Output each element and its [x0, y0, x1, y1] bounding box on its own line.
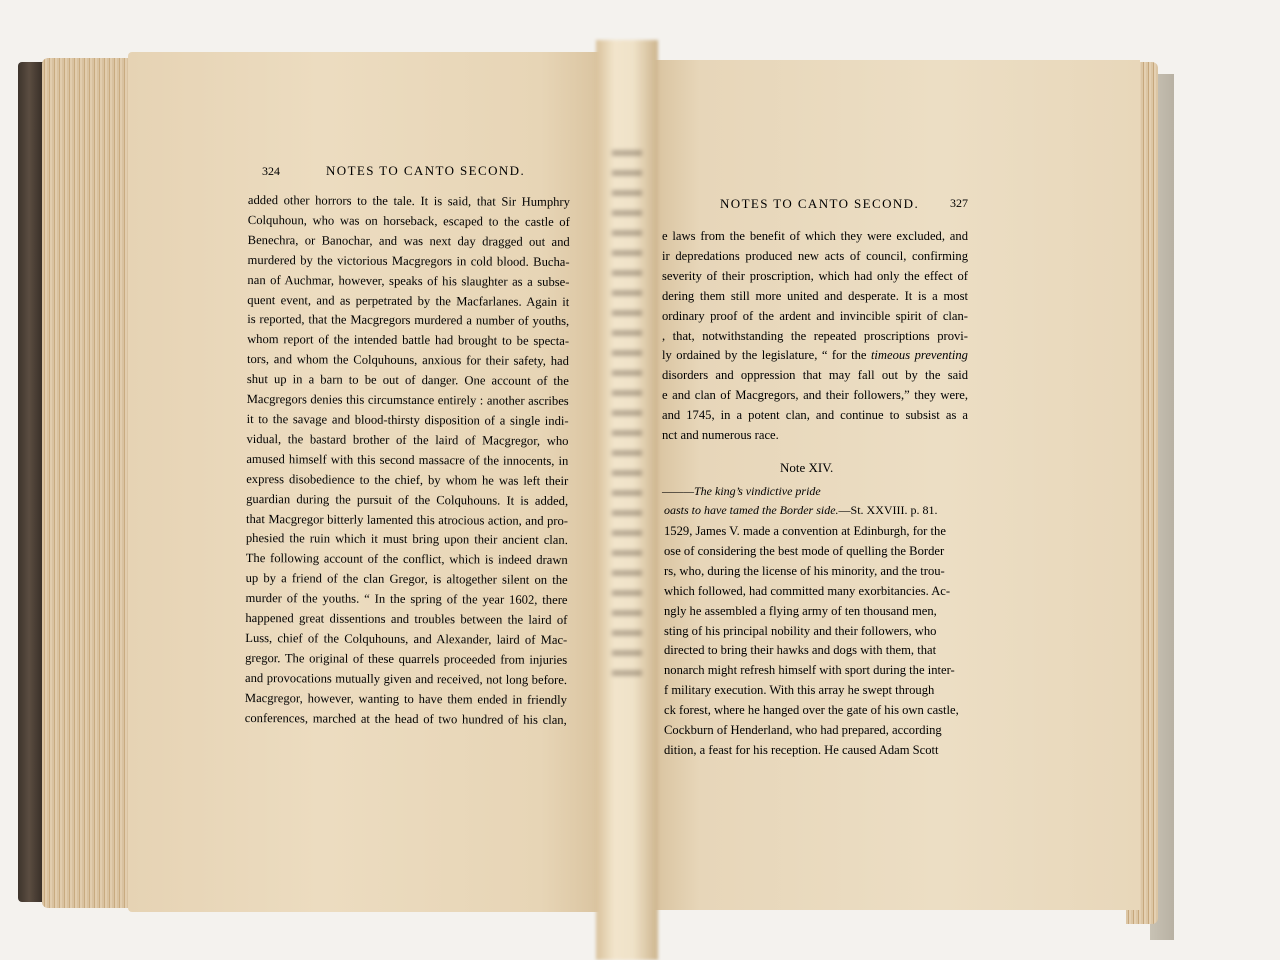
text-line: Macgregor, however, wanting to have them ended in friendly [244, 690, 567, 707]
text-line: sting of his principal nobility and their followers, who [664, 623, 937, 638]
text-line: Cockburn of Henderland, who had prepared, according [664, 723, 942, 738]
note-body-text [664, 522, 960, 761]
text-line: whom report of the intended battle had brought to be specta- [247, 332, 570, 349]
text-line: express disobedience to the chief, by whom he was left their [246, 471, 569, 488]
right-page-text [662, 227, 968, 446]
text-line: ly ordained by the legislature, “ for the timeous preventing [662, 348, 968, 363]
text-line: Luss, chief of the Colquhouns, and Alexander, laird of Mac- [245, 630, 568, 647]
left-page-number: 324 [262, 164, 280, 178]
text-line: nonarch might refresh himself with sport during the inter- [664, 663, 955, 678]
text-line: murdered by the victorious Macgregors in cold blood. Bucha- [247, 252, 570, 269]
text-line: vidual, the bastard brother of the laird of Macgregor, who [246, 431, 569, 448]
text-line: added other horrors to the tale. It is said, that Sir Humphry [247, 192, 570, 209]
text-line: , that, notwithstanding the repeated proscriptions provi- [662, 328, 968, 343]
text-line: severity of their proscription, which had only the effect of [662, 268, 968, 283]
quote-line-1: ———The king’s vindictive pride [662, 484, 821, 498]
page-edges-left [42, 58, 134, 908]
text-line: Benechra, or Banochar, and was next day dragged out and [247, 232, 570, 249]
text-line: and 1745, in a potent clan, and continue to subsist as a [662, 408, 968, 423]
text-line: rs, who, during the license of his minority, and the trou- [664, 563, 945, 578]
text-line: e and clan of Macgregors, and their followers,” they were, [662, 388, 968, 403]
text-line: dition, a feast for his reception. He caused Adam Scott [664, 742, 939, 757]
text-line: The following account of the conflict, which is indeed drawn [245, 551, 568, 568]
text-line: phesied the ruin which it must bring upon their ancient clan. [245, 531, 568, 548]
text-line: ordinary proof of the ardent and invincible spirit of clan- [662, 308, 968, 323]
text-line: disorders and oppression that may fall out by the said [662, 368, 968, 383]
text-line: gregor. The original of these quarrels proceeded from injuries [245, 650, 568, 667]
text-line: e laws from the benefit of which they were excluded, and [662, 229, 968, 243]
left-page-header: NOTES TO CANTO SECOND. [326, 163, 526, 178]
text-line: Colquhoun, who was on horseback, escaped to the castle of [247, 212, 570, 229]
text-line: directed to bring their hawks and dogs with them, that [664, 643, 937, 658]
text-line: it to the savage and blood-thirsty disposition of a single indi- [246, 411, 569, 428]
text-line: and provocations mutually given and received, not long before. [244, 670, 568, 687]
text-line: amused himself with this second massacre of the innocents, in [246, 451, 569, 468]
text-line: ose of considering the best mode of quelling the Border [664, 543, 945, 558]
text-line: up by a friend of the clan Gregor, is altogether silent on the [245, 571, 568, 588]
right-page-header: NOTES TO CANTO SECOND. [720, 196, 920, 211]
text-line: nct and numerous race. [662, 428, 779, 443]
text-line: ir depredations produced new acts of council, confirming [662, 248, 968, 263]
text-line: murder of the youths. “ In the spring of the year 1602, there [245, 591, 568, 608]
text-line: shut up in a barn to be out of danger. One account of the [246, 372, 569, 389]
blurred-page-text [612, 150, 642, 690]
left-page-text [245, 191, 570, 730]
text-line: conferences, marched at the head of two hundred of his clan, [244, 710, 567, 727]
text-line: Macgregors denies this circumstance entirely : another ascribes [246, 392, 569, 409]
text-line: guardian during the pursuit of the Colquhouns. It is added, [246, 491, 569, 508]
text-line: which followed, had committed many exorbitancies. Ac- [664, 583, 951, 598]
text-line: is reported, that the Macgregors murdered a number of youths, [247, 312, 570, 329]
text-line: nan of Auchmar, however, speaks of his slaughter as a subse- [247, 272, 570, 289]
text-line: 1529, James V. made a convention at Edinburgh, for the [664, 524, 946, 538]
quote-line-2: oasts to have tamed the Border side.—St. XXVIII. p. 81. [664, 503, 938, 517]
text-line: ck forest, where he hanged over the gate of his own castle, [664, 703, 959, 718]
text-line: that Macgregor bitterly lamented this atrocious action, and pro- [245, 511, 569, 528]
text-line: f military execution. With this array he swept through [664, 683, 935, 698]
text-line: happened great dissentions and troubles between the laird of [245, 611, 568, 627]
note-title: Note XIV. [780, 460, 834, 475]
text-line: dering them still more united and desperate. It is a most [662, 288, 968, 303]
text-line: tors, and whom the Colquhouns, anxious for their safety, had [246, 352, 570, 369]
text-line: ngly he assembled a flying army of ten thousand men, [664, 603, 937, 618]
right-page-number: 327 [950, 196, 968, 210]
text-line: quent event, and as perpetrated by the Macfarlanes. Again it [247, 292, 570, 309]
